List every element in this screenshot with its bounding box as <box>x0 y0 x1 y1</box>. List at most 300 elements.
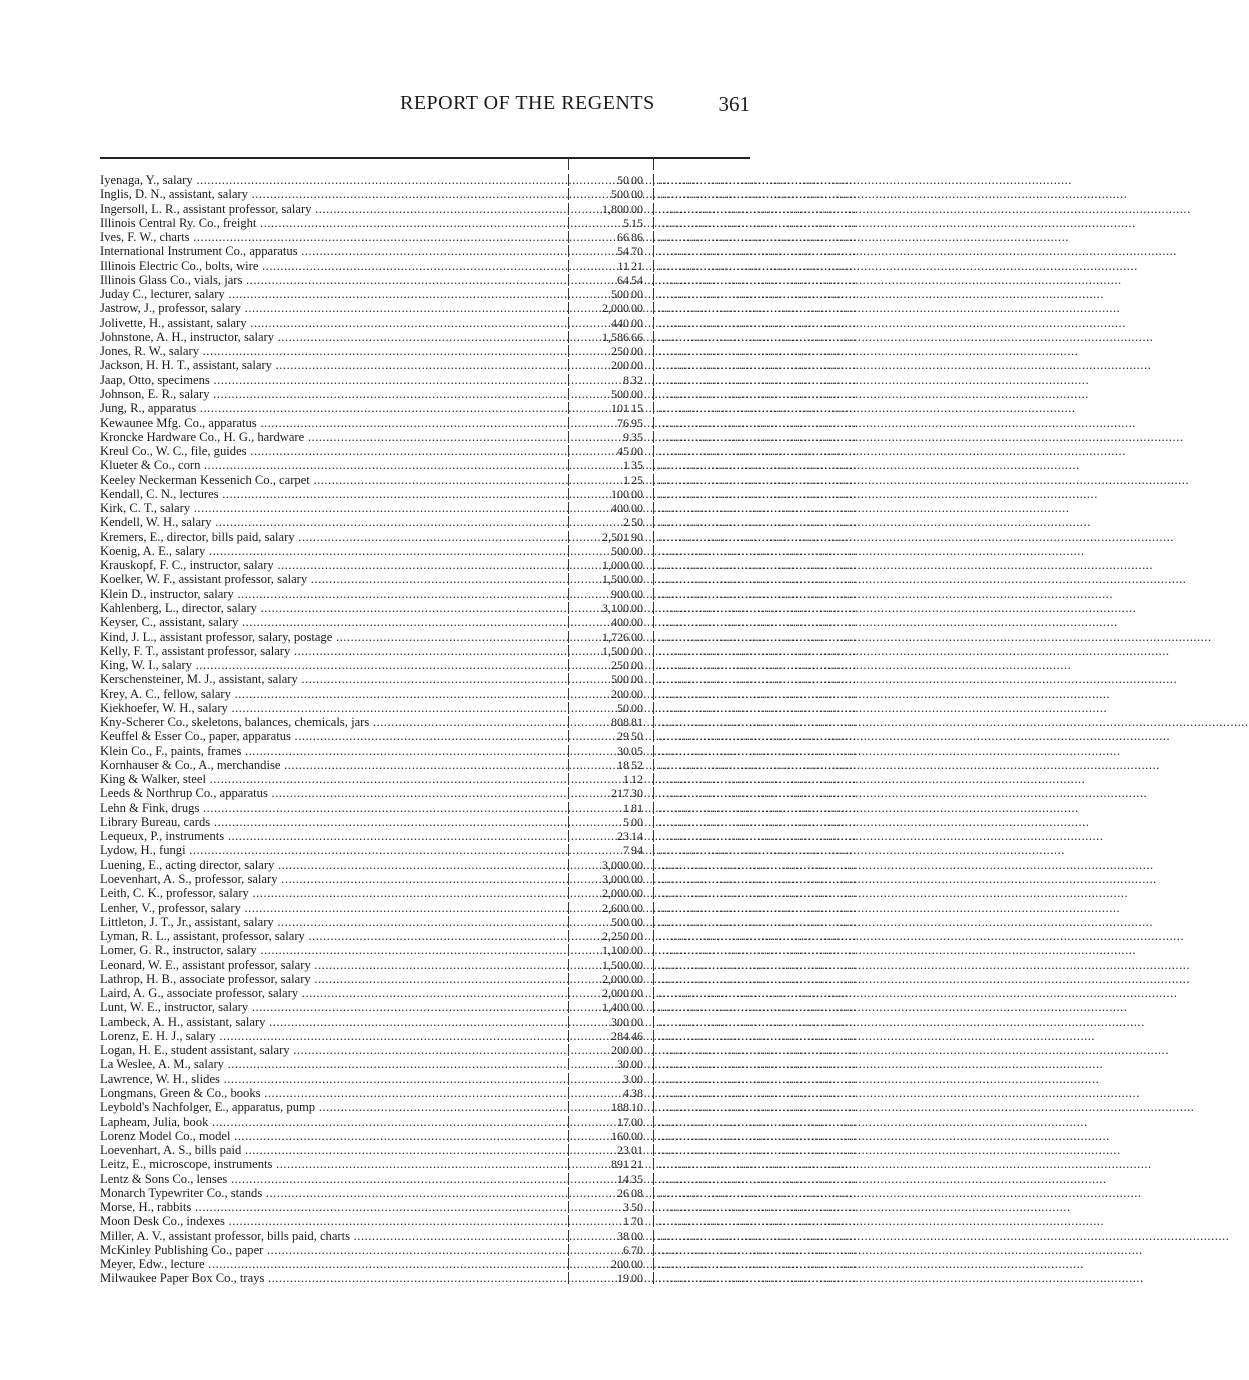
ledger-row <box>100 1014 858 1029</box>
column-rule <box>653 274 654 286</box>
column-rule <box>653 773 654 785</box>
ledger-row <box>100 729 858 744</box>
amount-cents: 00 <box>631 986 643 1001</box>
amount-dollars: 300 <box>611 1014 629 1029</box>
column-rule <box>568 973 569 985</box>
amount-cents: 35 <box>631 458 643 473</box>
amount-dollars: 11 <box>617 258 629 273</box>
payee-description: Lapheam, Julia, book ..... <box>100 1115 568 1129</box>
column-rule <box>653 730 654 742</box>
amount-cents: 00 <box>631 358 643 373</box>
ledger-row <box>100 529 858 544</box>
amount-cents: 00 <box>631 686 643 701</box>
column-rule <box>568 759 569 771</box>
blank-column-leader: ................................................ <box>658 515 858 530</box>
amount-cents: 50 <box>631 515 643 530</box>
column-rule <box>653 516 654 528</box>
column-rule <box>568 359 569 371</box>
column-rule <box>653 545 654 557</box>
amount-dollars: 19 <box>617 1271 629 1286</box>
column-rule <box>568 417 569 429</box>
column-rule <box>568 602 569 614</box>
amount-cents: 00 <box>631 814 643 829</box>
blank-column-leader: ................................................ <box>658 658 858 673</box>
column-rule <box>653 602 654 614</box>
amount-cents: 90 <box>631 529 643 544</box>
column-rule <box>568 887 569 899</box>
ledger-row <box>100 1043 858 1058</box>
column-rule <box>568 488 569 500</box>
amount-dollars: 3,000 <box>602 857 629 872</box>
amount-cents: 00 <box>631 444 643 459</box>
payee-description: Inglis, D. N., assistant, salary ..... <box>100 187 568 201</box>
amount-cents: 94 <box>631 843 643 858</box>
blank-column-leader: ................................................ <box>658 757 858 772</box>
blank-column-leader: ................................................ <box>658 444 858 459</box>
blank-column-leader: ................................................ <box>658 1014 858 1029</box>
column-rule <box>568 431 569 443</box>
column-rule <box>568 830 569 842</box>
title-rest-2: EGENTS <box>575 92 655 114</box>
column-rule <box>653 659 654 671</box>
column-rule <box>653 830 654 842</box>
ledger-row <box>100 501 858 516</box>
amount-dollars: 1 <box>623 1214 629 1229</box>
blank-column-leader: ................................................ <box>658 600 858 615</box>
payee-description: Lorenz Model Co., model ..... <box>100 1129 568 1143</box>
amount-cents: 05 <box>631 743 643 758</box>
ledger-row <box>100 957 858 972</box>
column-rule <box>568 1272 569 1284</box>
blank-column-leader: ................................................ <box>658 429 858 444</box>
ledger-row <box>100 1114 858 1129</box>
blank-column-leader: ................................................ <box>658 258 858 273</box>
column-rule <box>568 516 569 528</box>
ledger-row <box>100 215 858 230</box>
amount-dollars: 188 <box>611 1100 629 1115</box>
payee-description: Jolivette, H., assistant, salary ..... <box>100 316 568 330</box>
blank-column-leader: ................................................ <box>658 971 858 986</box>
payee-description: Meyer, Edw., lecture ..... <box>100 1257 568 1271</box>
payee-description: Lawrence, W. H., slides ..... <box>100 1072 568 1086</box>
amount-cents: 35 <box>631 429 643 444</box>
column-rule <box>653 930 654 942</box>
column-rule <box>568 1130 569 1142</box>
column-rule <box>653 873 654 885</box>
blank-column-leader: ................................................ <box>658 1071 858 1086</box>
payee-description: Lorenz, E. H. J., salary ..... <box>100 1029 568 1043</box>
ledger-row <box>100 386 858 401</box>
amount-dollars: 1 <box>623 458 629 473</box>
column-rule <box>653 645 654 657</box>
payee-description: King, W. I., salary ..... <box>100 658 568 672</box>
amount-dollars: 1,000 <box>602 558 629 573</box>
amount-cents: 00 <box>631 857 643 872</box>
column-rule <box>653 944 654 956</box>
amount-cents: 00 <box>631 315 643 330</box>
ledger-row <box>100 1071 858 1086</box>
column-rule <box>568 331 569 343</box>
blank-column-leader: ................................................ <box>658 301 858 316</box>
amount-dollars: 200 <box>611 1043 629 1058</box>
column-rule <box>568 188 569 200</box>
column-rule <box>653 302 654 314</box>
amount-cents: 54 <box>631 272 643 287</box>
payee-description: Jackson, H. H. T., assistant, salary ..... <box>100 358 568 372</box>
payee-description: Laird, A. G., associate professor, salary ..... <box>100 986 568 1000</box>
column-rule <box>653 1001 654 1013</box>
blank-column-leader: ................................................ <box>658 244 858 259</box>
ledger-row <box>100 444 858 459</box>
amount-cents: 00 <box>631 386 643 401</box>
column-rule <box>653 188 654 200</box>
column-rule <box>568 1087 569 1099</box>
column-rule <box>568 1230 569 1242</box>
ledger-row <box>100 843 858 858</box>
payee-description: Longmans, Green & Co., books ..... <box>100 1086 568 1100</box>
ledger-row <box>100 1000 858 1015</box>
ledger-row <box>100 1257 858 1272</box>
amount-dollars: 440 <box>611 315 629 330</box>
column-rule <box>568 1030 569 1042</box>
column-rule <box>653 902 654 914</box>
blank-column-leader: ................................................ <box>658 486 858 501</box>
column-rule <box>568 1058 569 1070</box>
amount-dollars: 66 <box>617 230 629 245</box>
blank-column-leader: ................................................ <box>658 929 858 944</box>
blank-column-leader: ................................................ <box>658 743 858 758</box>
amount-cents: 35 <box>631 1171 643 1186</box>
amount-dollars: 500 <box>611 914 629 929</box>
amount-dollars: 3,000 <box>602 872 629 887</box>
column-rule <box>568 773 569 785</box>
amount-dollars: 23 <box>617 829 629 844</box>
column-rule <box>653 816 654 828</box>
column-rule <box>653 1016 654 1028</box>
blank-column-leader: ................................................ <box>658 772 858 787</box>
column-rule <box>568 345 569 357</box>
page-header <box>100 92 750 122</box>
amount-dollars: 1,100 <box>602 943 629 958</box>
column-rule <box>568 902 569 914</box>
payee-description: Lunt, W. E., instructor, salary ..... <box>100 1000 568 1014</box>
blank-column-leader: ................................................ <box>658 886 858 901</box>
column-rule <box>653 745 654 757</box>
column-rule <box>653 1230 654 1242</box>
column-rule <box>568 559 569 571</box>
payee-description: Lentz & Sons Co., lenses ..... <box>100 1172 568 1186</box>
blank-column-leader: ................................................ <box>658 230 858 245</box>
ledger-row <box>100 857 858 872</box>
amount-cents: 70 <box>631 1214 643 1229</box>
column-rule <box>568 1101 569 1113</box>
column-rule <box>568 944 569 956</box>
blank-column-leader: ................................................ <box>658 1257 858 1272</box>
column-rule <box>653 1258 654 1270</box>
amount-dollars: 2,000 <box>602 301 629 316</box>
column-rule <box>568 916 569 928</box>
column-rule <box>653 802 654 814</box>
blank-column-leader: ................................................ <box>658 501 858 516</box>
blank-column-leader: ................................................ <box>658 1242 858 1257</box>
blank-column-leader: ................................................ <box>658 686 858 701</box>
amount-cents: 00 <box>631 572 643 587</box>
amount-cents: 00 <box>631 886 643 901</box>
ledger-row <box>100 629 858 644</box>
column-rule <box>653 402 654 414</box>
blank-column-leader: ................................................ <box>658 372 858 387</box>
payee-description: Library Bureau, cards ..... <box>100 815 568 829</box>
amount-cents: 81 <box>631 715 643 730</box>
column-rule <box>568 716 569 728</box>
payee-description: Ingersoll, L. R., assistant professor, salary ..... <box>100 202 568 216</box>
ledger-row <box>100 829 858 844</box>
amount-cents: 86 <box>631 230 643 245</box>
amount-cents: 00 <box>631 558 643 573</box>
column-rule <box>568 959 569 971</box>
ledger-row <box>100 715 858 730</box>
amount-dollars: 500 <box>611 543 629 558</box>
amount-cents: 00 <box>631 672 643 687</box>
amount-cents: 25 <box>631 472 643 487</box>
amount-dollars: 29 <box>617 729 629 744</box>
amount-cents: 00 <box>631 287 643 302</box>
amount-cents: 12 <box>631 772 643 787</box>
payee-description: Moon Desk Co., indexes ..... <box>100 1214 568 1228</box>
payee-description: Kind, J. L., assistant professor, salary, postage ..... <box>100 630 568 644</box>
column-rule <box>653 331 654 343</box>
amount-cents: 00 <box>631 187 643 202</box>
blank-column-leader: ................................................ <box>658 1157 858 1172</box>
column-rule <box>568 317 569 329</box>
running-title <box>400 92 655 115</box>
title-rest-1: EPORT OF THE <box>413 92 562 114</box>
amount-cents: 00 <box>631 301 643 316</box>
amount-dollars: 1,726 <box>602 629 629 644</box>
column-rule <box>653 987 654 999</box>
column-rule <box>653 1244 654 1256</box>
ledger-row <box>100 572 858 587</box>
column-rule <box>568 802 569 814</box>
column-rule <box>568 987 569 999</box>
amount-cents: 15 <box>631 215 643 230</box>
blank-column-leader: ................................................ <box>658 1214 858 1229</box>
blank-column-leader: ................................................ <box>658 1185 858 1200</box>
column-rule <box>653 217 654 229</box>
ledger-row <box>100 658 858 673</box>
payee-description: Kendall, C. N., lectures ..... <box>100 487 568 501</box>
payee-description: Milwaukee Paper Box Co., trays ..... <box>100 1271 568 1285</box>
column-rule <box>568 844 569 856</box>
amount-dollars: 891 <box>611 1157 629 1172</box>
ledger-row <box>100 672 858 687</box>
amount-dollars: 1,586 <box>602 329 629 344</box>
amount-dollars: 5 <box>623 215 629 230</box>
amount-dollars: 7 <box>623 843 629 858</box>
payee-description: Luening, E., acting director, salary ..... <box>100 858 568 872</box>
payee-description: Kirk, C. T., salary ..... <box>100 501 568 515</box>
blank-column-leader: ................................................ <box>658 415 858 430</box>
payee-description: Klein Co., F., paints, frames ..... <box>100 744 568 758</box>
column-rule <box>568 930 569 942</box>
payee-description: Koenig, A. E., salary ..... <box>100 544 568 558</box>
column-rule <box>653 1201 654 1213</box>
ledger-row <box>100 486 858 501</box>
ledger-row <box>100 401 858 416</box>
amount-dollars: 500 <box>611 187 629 202</box>
amount-cents: 00 <box>631 900 643 915</box>
ledger-row <box>100 558 858 573</box>
ledger-row <box>100 543 858 558</box>
column-rule <box>653 702 654 714</box>
ledger-row <box>100 244 858 259</box>
column-rule <box>568 545 569 557</box>
amount-cents: 00 <box>631 1257 643 1272</box>
column-rule <box>568 459 569 471</box>
blank-column-leader: ................................................ <box>658 358 858 373</box>
column-rule <box>568 673 569 685</box>
amount-cents: 00 <box>631 629 643 644</box>
column-rule <box>568 730 569 742</box>
column-rule <box>568 573 569 585</box>
payee-description: Lehn & Fink, drugs ..... <box>100 801 568 815</box>
payee-description: Jastrow, J., professor, salary ..... <box>100 301 568 315</box>
ledger-row <box>100 515 858 530</box>
column-rule <box>568 1258 569 1270</box>
column-rule <box>653 288 654 300</box>
amount-dollars: 6 <box>623 1242 629 1257</box>
blank-column-leader: ................................................ <box>658 1028 858 1043</box>
amount-cents: 00 <box>631 615 643 630</box>
ledger-row <box>100 800 858 815</box>
payee-description: Klein D., instructor, salary ..... <box>100 587 568 601</box>
amount-cents: 00 <box>631 201 643 216</box>
column-rule <box>568 616 569 628</box>
amount-cents: 21 <box>631 1157 643 1172</box>
column-rule <box>568 1116 569 1128</box>
amount-dollars: 2,000 <box>602 886 629 901</box>
blank-column-leader: ................................................ <box>658 957 858 972</box>
blank-column-leader: ................................................ <box>658 1200 858 1215</box>
amount-dollars: 217 <box>611 786 629 801</box>
blank-column-leader: ................................................ <box>658 458 858 473</box>
column-rule <box>568 388 569 400</box>
column-rule <box>653 673 654 685</box>
payee-description: Lequeux, P., instruments ..... <box>100 829 568 843</box>
amount-cents: 50 <box>631 1200 643 1215</box>
amount-dollars: 200 <box>611 1257 629 1272</box>
ledger-row <box>100 757 858 772</box>
ledger-row <box>100 900 858 915</box>
amount-dollars: 2 <box>623 515 629 530</box>
blank-column-leader: ................................................ <box>658 843 858 858</box>
column-rule <box>653 502 654 514</box>
blank-column-leader: ................................................ <box>658 700 858 715</box>
amount-dollars: 8 <box>623 372 629 387</box>
column-rule <box>653 688 654 700</box>
column-rule <box>653 1058 654 1070</box>
blank-column-leader: ................................................ <box>658 800 858 815</box>
amount-dollars: 2,600 <box>602 900 629 915</box>
amount-dollars: 2,501 <box>602 529 629 544</box>
payee-description: Ives, F. W., charts ..... <box>100 230 568 244</box>
amount-cents: 10 <box>631 1100 643 1115</box>
amount-dollars: 1,500 <box>602 643 629 658</box>
column-rule <box>653 631 654 643</box>
amount-cents: 38 <box>631 1086 643 1100</box>
amount-cents: 00 <box>631 1043 643 1058</box>
ledger-row <box>100 929 858 944</box>
amount-dollars: 250 <box>611 344 629 359</box>
amount-cents: 00 <box>631 643 643 658</box>
column-rule <box>653 973 654 985</box>
column-rule <box>568 1144 569 1156</box>
payee-description: Lenher, V., professor, salary ..... <box>100 901 568 915</box>
column-rule <box>568 1016 569 1028</box>
blank-column-leader: ................................................ <box>658 1114 858 1129</box>
amount-cents: 00 <box>631 1000 643 1015</box>
payee-description: Kornhauser & Co., A., merchandise ..... <box>100 758 568 772</box>
amount-dollars: 23 <box>617 1143 629 1158</box>
payee-description: Lambeck, A. H., assistant, salary ..... <box>100 1015 568 1029</box>
column-rule <box>568 1244 569 1256</box>
blank-column-leader: ................................................ <box>658 1171 858 1186</box>
column-rule <box>653 1087 654 1099</box>
column-rule <box>568 631 569 643</box>
ledger-row <box>100 258 858 273</box>
payee-description: Kroncke Hardware Co., H. G., hardware ..... <box>100 430 568 444</box>
column-rule <box>568 502 569 514</box>
amount-dollars: 14 <box>617 1171 629 1186</box>
ledger-row <box>100 1057 858 1072</box>
column-rule <box>568 859 569 871</box>
blank-column-leader: ................................................ <box>658 615 858 630</box>
amount-cents: 46 <box>631 1028 643 1043</box>
ledger-row <box>100 1242 858 1257</box>
amount-cents: 00 <box>631 943 643 958</box>
column-rule <box>653 887 654 899</box>
column-rule <box>653 203 654 215</box>
column-rule <box>568 688 569 700</box>
amount-dollars: 1,500 <box>602 572 629 587</box>
amount-dollars: 18 <box>617 757 629 772</box>
amount-cents: 00 <box>631 1228 643 1243</box>
blank-column-leader: ................................................ <box>658 643 858 658</box>
payee-description: Loevenhart, A. S., professor, salary ..... <box>100 872 568 886</box>
column-rule <box>653 1030 654 1042</box>
ledger-row <box>100 230 858 245</box>
payee-description: Monarch Typewriter Co., stands ..... <box>100 1186 568 1200</box>
ledger-row <box>100 1171 858 1186</box>
column-rule <box>653 959 654 971</box>
payee-description: Juday C., lecturer, salary ..... <box>100 287 568 301</box>
amount-cents: 30 <box>631 786 643 801</box>
blank-column-leader: ................................................ <box>658 672 858 687</box>
blank-column-leader: ................................................ <box>658 715 858 730</box>
ledger-row <box>100 743 858 758</box>
column-rule <box>653 359 654 371</box>
ledger-row <box>100 287 858 302</box>
payee-description: Kny-Scherer Co., skeletons, balances, chemicals, jars ..... <box>100 715 568 729</box>
blank-column-leader: ................................................ <box>658 215 858 230</box>
payee-description: Koelker, W. F., assistant professor, salary ..... <box>100 572 568 586</box>
column-rule <box>653 345 654 357</box>
column-rule <box>568 245 569 257</box>
amount-dollars: 64 <box>617 272 629 287</box>
column-rule <box>653 260 654 272</box>
column-divider-tick <box>653 158 654 170</box>
column-rule <box>653 488 654 500</box>
